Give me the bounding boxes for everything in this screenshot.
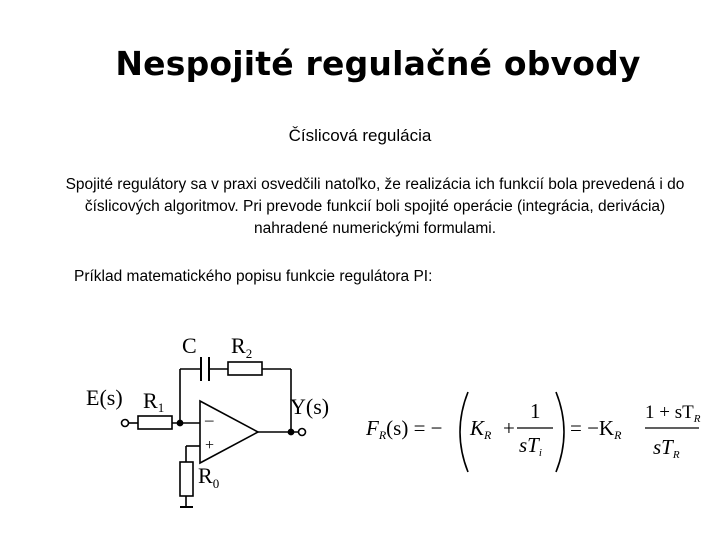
r0-subscript: 0 bbox=[212, 476, 220, 491]
formula-k bbox=[469, 416, 492, 442]
formula-lhs bbox=[365, 416, 443, 442]
output-node bbox=[288, 429, 293, 434]
formula-lhs-sub: R bbox=[378, 428, 387, 442]
input-label: E(s) bbox=[86, 385, 123, 410]
r1-subscript: 1 bbox=[157, 400, 165, 415]
plus-sign: + bbox=[205, 437, 215, 454]
frac2-num-sub: R bbox=[693, 413, 701, 425]
r0-letter: R bbox=[198, 463, 213, 488]
formula-lhs-arg: (s) = − bbox=[386, 416, 443, 440]
output-terminal bbox=[299, 429, 306, 436]
input-terminal bbox=[122, 420, 129, 427]
r2-subscript: 2 bbox=[245, 346, 253, 361]
frac1-den-sub: i bbox=[538, 447, 542, 459]
resistor-r2 bbox=[228, 362, 262, 375]
frac2-num-text: 1 + sT bbox=[645, 402, 694, 423]
r1-letter: R bbox=[143, 388, 158, 413]
intro-paragraph: Spojité regulátory sa v praxi osvedčili natoľko, že realizácia ich funkcií bola prevedená i do číslicových algoritmov. Pri prevode funkcií boli spojité operácie (integrácia, derivácia) nahradené numerickými formulami. bbox=[65, 176, 685, 237]
slide-title: Nespojité regulačné obvody bbox=[115, 44, 641, 83]
r2-letter: R bbox=[231, 333, 246, 358]
frac1-denominator bbox=[519, 433, 542, 459]
formula-lhs-f: F bbox=[366, 416, 379, 440]
r2-label bbox=[231, 333, 252, 361]
minus-sign: – bbox=[205, 410, 214, 429]
frac2-denominator bbox=[653, 435, 680, 461]
slide-subtitle: Číslicová regulácia bbox=[288, 126, 432, 145]
formula-plus: + bbox=[503, 416, 515, 440]
formula-k-letter: K bbox=[470, 416, 485, 440]
c-label: C bbox=[182, 333, 197, 358]
r0-label bbox=[198, 463, 219, 491]
formula-eq-minus-sub: R bbox=[614, 428, 622, 442]
formula-k-sub: R bbox=[484, 428, 492, 442]
frac2-den-sub: R bbox=[672, 449, 680, 461]
r1-label bbox=[143, 388, 164, 415]
resistor-r1 bbox=[138, 416, 172, 429]
left-paren bbox=[460, 392, 468, 472]
resistor-r0 bbox=[180, 462, 193, 496]
frac2-numerator bbox=[645, 402, 701, 425]
frac1-den-s: sT bbox=[519, 433, 539, 457]
frac2-den-text: sT bbox=[653, 435, 673, 459]
frac1-numerator: 1 bbox=[530, 399, 541, 423]
formula-eq-minus-k: = −K bbox=[570, 416, 615, 440]
formula-eq-minus bbox=[570, 416, 622, 442]
transfer-function-formula bbox=[365, 392, 701, 472]
right-paren bbox=[556, 392, 564, 472]
example-label: Príklad matematického popisu funkcie regulátora PI: bbox=[74, 268, 433, 285]
output-label: Y(s) bbox=[290, 394, 330, 419]
